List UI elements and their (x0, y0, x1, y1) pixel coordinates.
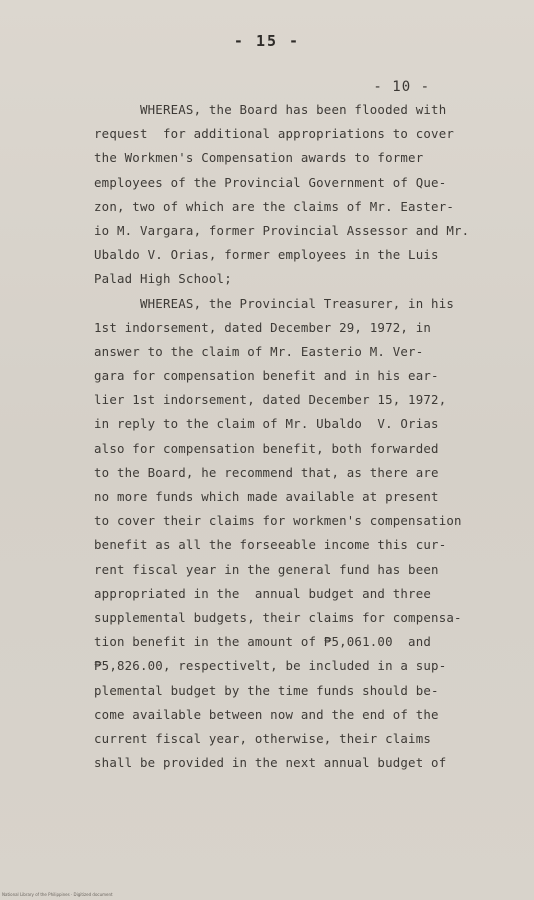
text-line: come available between now and the end of the (94, 706, 439, 722)
text-line: appropriated in the annual budget and three (94, 585, 432, 601)
text-line: to the Board, he recommend that, as there are (94, 464, 439, 480)
text-line: in reply to the claim of Mr. Ubaldo V. Orias (94, 416, 439, 432)
sub-page-number: - 10 - (373, 79, 430, 95)
text-line: request for additional appropriations to cover (94, 126, 455, 142)
page-number: - 15 - (233, 32, 301, 50)
text-line: current fiscal year, otherwise, their claims (94, 730, 432, 746)
text-line: ₱5,826.00, respectivelt, be included in a sup- (94, 658, 447, 674)
text-line: the Workmen's Compensation awards to former (94, 150, 424, 166)
text-line: WHEREAS, the Provincial Treasurer, in his (94, 295, 455, 311)
text-line: 1st indorsement, dated December 29, 1972, in (94, 319, 432, 335)
text-line: lier 1st indorsement, dated December 15, 1972, (94, 392, 447, 408)
text-line: Ubaldo V. Orias, former employees in the Luis (94, 247, 439, 263)
text-line: WHEREAS, the Board has been flooded with (94, 102, 447, 117)
text-line: supplemental budgets, their claims for compensa- (94, 609, 462, 625)
text-line: Palad High School; (94, 271, 232, 287)
text-line: rent fiscal year in the general fund has been (94, 561, 439, 577)
text-line: also for compensation benefit, both forwarded (94, 440, 439, 456)
text-line: no more funds which made available at present (94, 489, 439, 504)
text-line: answer to the claim of Mr. Easterio M. Ver- (94, 343, 424, 359)
text-line: tion benefit in the amount of ₱5,061.00 and (94, 634, 432, 650)
footer-caption: National Library of the Philippines · Digitized document (2, 892, 113, 897)
body-text (94, 98, 470, 775)
text-line: gara for compensation benefit and in his ear- (94, 368, 439, 384)
text-line: zon, two of which are the claims of Mr. Easter- (94, 198, 455, 214)
text-line: io M. Vargara, former Provincial Assessor and Mr. (94, 222, 470, 238)
text-line: to cover their claims for workmen's compensation (94, 513, 462, 529)
text-line: employees of the Provincial Government of Que- (94, 174, 447, 190)
text-line: shall be provided in the next annual budget of (94, 755, 447, 771)
text-line: benefit as all the forseeable income this cur- (94, 537, 447, 553)
text-line: plemental budget by the time funds should be- (94, 682, 439, 698)
